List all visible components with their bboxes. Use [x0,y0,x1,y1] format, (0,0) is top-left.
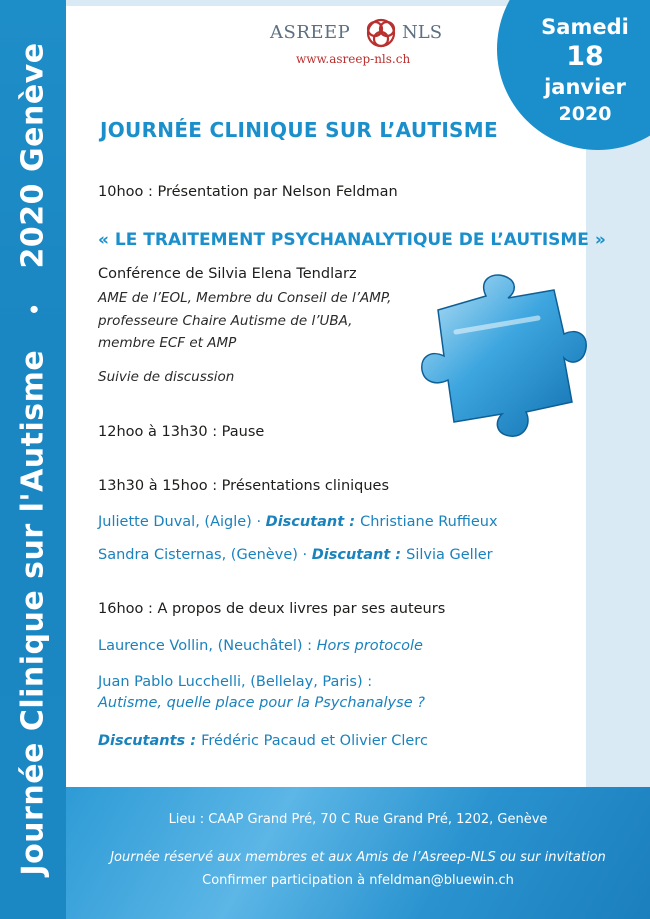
discutant-name: Silvia Geller [406,547,493,563]
side-year-city: 2020 Genève [15,42,51,269]
clinical-presentation-1 [98,514,498,530]
date-text [520,14,650,128]
discutant-name: Christiane Ruffieux [360,514,498,530]
side-banner-text [16,9,51,909]
conference-speaker: Conférence de Silvia Elena Tendlarz [98,266,357,282]
discussion-note: Suivie de discussion [98,369,235,385]
speaker-bio-2: professeure Chaire Autisme de l’UBA, [98,313,353,329]
confirm-line: Confirmer participation à nfeldman@bluewin.ch [202,873,514,888]
date-day: 18 [566,41,604,72]
bullet-separator: • [22,302,46,316]
discutant-label: Discutant : [311,547,407,563]
presenter-name: Juliette Duval, (Aigle) · [98,514,266,530]
book-discutants [98,733,428,749]
clinical-presentation-2 [98,547,493,563]
date-year: 2020 [558,103,612,125]
discutants-label: Discutants : [98,733,202,749]
date-month: janvier [544,75,626,99]
book-title: Hors protocole [316,638,423,654]
logo-text-left: ASREEP [270,22,351,43]
logo-text-right: NLS [402,22,443,43]
author-name: Laurence Vollin, (Neuchâtel) : [98,638,317,654]
date-weekday: Samedi [541,15,629,39]
book-2-author: Juan Pablo Lucchelli, (Bellelay, Paris) : [98,674,373,690]
book-2-title: Autisme, quelle place pour la Psychanalyse ? [98,695,425,711]
conference-headline: « LE TRAITEMENT PSYCHANALYTIQUE DE L’AUTISME » [98,230,606,250]
presenter-name: Sandra Cisternas, (Genève) · [98,547,312,563]
intro-line: 10hoo : Présentation par Nelson Feldman [98,184,398,200]
discutants-names: Frédéric Pacaud et Olivier Clerc [201,733,428,749]
event-title: JOURNÉE CLINIQUE SUR L’AUTISME [100,118,498,142]
discutant-label: Discutant : [265,514,361,530]
puzzle-piece-icon [408,272,590,442]
asreep-logo [270,16,450,50]
clinical-line: 13h30 à 15hoo : Présentations cliniques [98,478,390,494]
side-banner [0,0,66,919]
speaker-bio-3: membre ECF et AMP [98,335,237,351]
venue-line: Lieu : CAAP Grand Pré, 70 C Rue Grand Pré, 1202, Genève [168,812,548,827]
speaker-bio-1: AME de l’EOL, Membre du Conseil de l’AMP, [98,290,392,306]
side-title: Journée Clinique sur l'Autisme [15,349,51,876]
invitation-note: Journée réservé aux membres et aux Amis de l’Asreep-NLS ou sur invitation [110,850,606,865]
books-line: 16hoo : A propos de deux livres par ses auteurs [98,601,446,617]
book-1 [98,638,423,654]
pause-line: 12hoo à 13h30 : Pause [98,424,265,440]
knot-logo-icon [362,16,400,50]
website-link[interactable]: www.asreep-nls.ch [296,52,411,66]
